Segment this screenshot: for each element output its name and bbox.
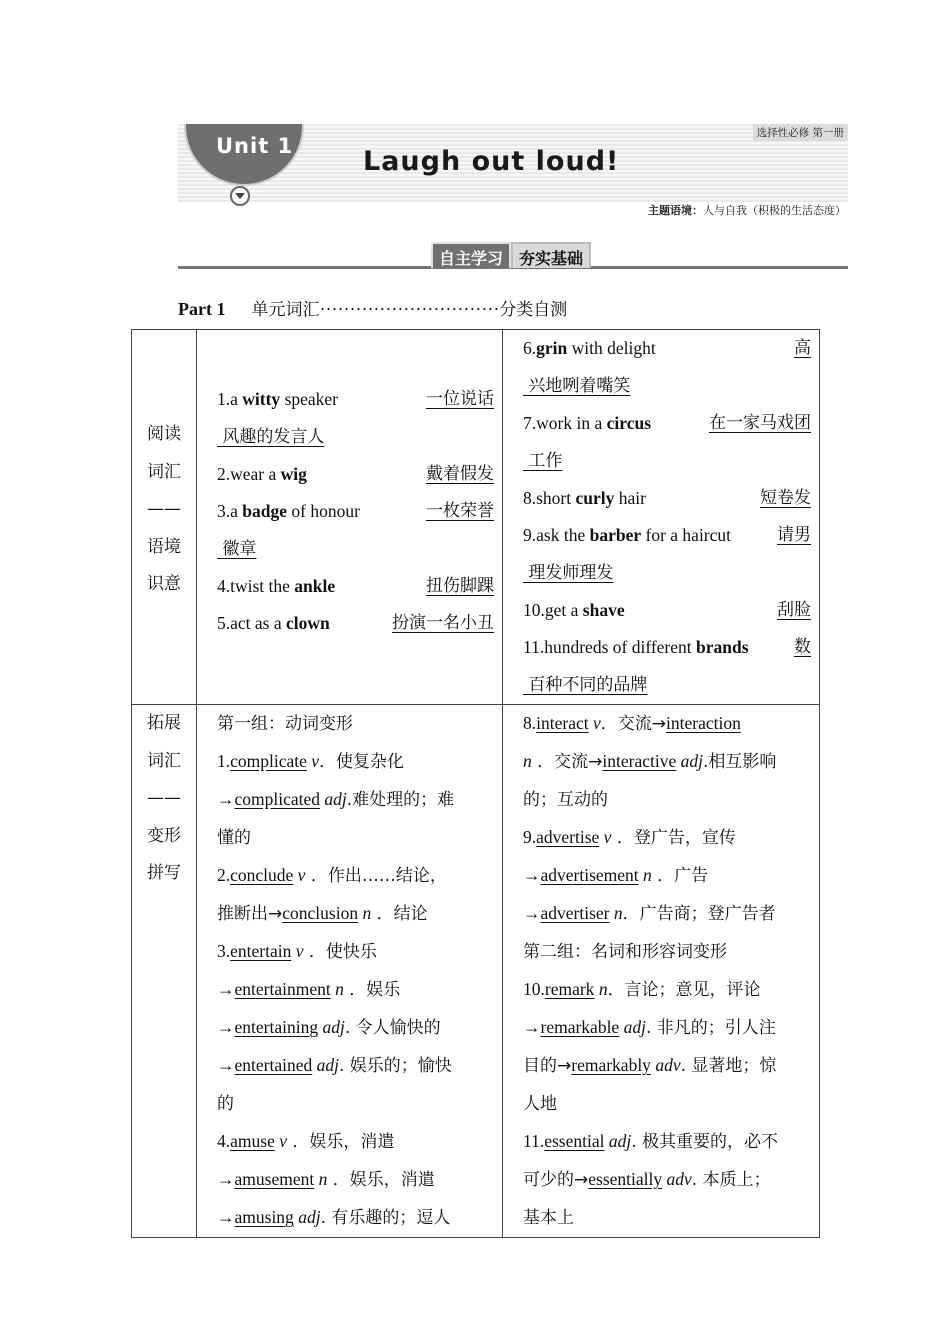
answer-word: interactive (602, 751, 677, 771)
part-dots: ······························ (319, 299, 500, 319)
line-prefix: 10. (523, 979, 545, 999)
vocab-entry (523, 592, 811, 629)
answer-word: complicate (230, 751, 307, 771)
line-prefix: → (217, 789, 235, 809)
reading-category-line: 语境 (147, 536, 181, 557)
entry-answer: 一枚荣誉 (426, 501, 494, 521)
answer-word: entertain (230, 941, 292, 961)
book-tag: 选择性必修 第一册 (753, 124, 848, 141)
entry-answer: 扮演一名小丑 (392, 613, 494, 633)
word-form-line (523, 781, 811, 819)
entry-prefix: 4.twist the (217, 576, 295, 596)
entry-answer-continued: 百种不同的品牌 (523, 675, 648, 695)
part-of-speech: n (330, 979, 344, 999)
meaning-text: 目的→ (523, 1056, 572, 1076)
entry-suffix: of honour (287, 501, 360, 521)
entry-prefix: 10.get a (523, 600, 583, 620)
chevron-down-icon[interactable] (230, 186, 250, 206)
answer-word: amusing (234, 1207, 294, 1227)
vocab-entry-continued (523, 554, 811, 592)
word-form-line (217, 1161, 494, 1199)
part-of-speech: adv (662, 1169, 692, 1189)
answer-word: advertise (536, 827, 600, 847)
entry-answer-continued: 兴地咧着嘴笑 (523, 376, 631, 396)
line-prefix: 3. (217, 941, 231, 961)
reading-right-cell (503, 330, 820, 705)
line-prefix: → (523, 1017, 541, 1037)
expand-category-line: 词汇 (147, 750, 181, 771)
entry-keyword: badge (242, 501, 288, 521)
meaning-text: ．交流→ (531, 752, 603, 772)
expand-left-cell (197, 705, 503, 1238)
part-number: Part 1 (178, 299, 226, 319)
meaning-text: . 本质上； (691, 1170, 771, 1190)
word-form-line (523, 743, 811, 781)
line-prefix: 2. (217, 865, 231, 885)
entry-keyword: witty (242, 389, 281, 409)
word-form-line (217, 895, 494, 933)
word-form-line (523, 1047, 811, 1085)
part-title: 单元词汇 (251, 300, 320, 320)
reading-row (132, 330, 820, 705)
unit-label: Unit 1 (216, 134, 294, 158)
word-form-line (217, 819, 494, 857)
expand-row (132, 705, 820, 1238)
vocab-entry (217, 456, 494, 493)
line-prefix: 8. (523, 713, 537, 733)
entry-prefix: 9.ask the (523, 525, 590, 545)
expand-category-line: 变形 (147, 825, 181, 846)
answer-word: entertaining (234, 1017, 319, 1037)
vocab-entry-continued (523, 367, 811, 405)
meaning-text: .相互影响 (703, 752, 777, 772)
meaning-text: . 非凡的；引人注 (645, 1018, 776, 1038)
theme-label: 主题语境： (648, 204, 703, 217)
meaning-text: 可少的→ (523, 1170, 589, 1190)
vocab-entry (523, 405, 811, 442)
word-form-line (217, 1009, 494, 1047)
part-of-speech: n (523, 751, 532, 771)
part-of-speech: adj (320, 789, 347, 809)
meaning-text: 第一组：动词变形 (217, 714, 353, 734)
part-of-speech: v (293, 865, 306, 885)
answer-word: conclusion (282, 903, 359, 923)
line-prefix: → (217, 1169, 235, 1189)
part-of-speech: adj (312, 1055, 339, 1075)
word-form-line (523, 1199, 811, 1237)
entry-answer: 高 (794, 338, 811, 358)
vocab-entry (523, 480, 811, 517)
vocab-table (131, 329, 820, 1238)
word-form-line (217, 933, 494, 971)
vocab-entry (217, 381, 494, 418)
word-form-line (523, 819, 811, 857)
word-form-line (217, 1047, 494, 1085)
word-form-line (523, 933, 811, 971)
vocab-entry (523, 517, 811, 554)
entry-answer-continued: 徽章 (217, 539, 257, 559)
reading-category-line: 识意 (147, 574, 181, 594)
reading-left-cell (197, 330, 503, 705)
entry-prefix: 7.work in a (523, 413, 607, 433)
answer-word: essentially (588, 1169, 663, 1189)
answer-word: amuse (230, 1131, 275, 1151)
unit-title: Laugh out loud! (363, 146, 620, 177)
word-form-line (523, 895, 811, 933)
line-prefix: → (217, 979, 235, 999)
vocab-entry (217, 605, 494, 642)
part-of-speech: adj (293, 1207, 321, 1227)
vocab-entry-continued (217, 530, 494, 568)
theme-context (648, 202, 846, 218)
meaning-text: 懂的 (217, 828, 251, 848)
part-of-speech: adj (318, 1017, 345, 1037)
entry-keyword: grin (536, 338, 568, 358)
part-of-speech: v (274, 1131, 287, 1151)
meaning-text: ．娱乐，消遣 (287, 1132, 395, 1152)
entry-answer-continued: 理发师理发 (523, 563, 614, 583)
entry-suffix: with delight (567, 338, 656, 358)
entry-answer: 数 (794, 637, 811, 657)
part-of-speech: adj (604, 1131, 632, 1151)
word-form-line (217, 1199, 494, 1237)
meaning-text: ．登广告，宣传 (611, 828, 736, 848)
meaning-text: 的 (217, 1094, 234, 1114)
meaning-text: . 娱乐的；愉快 (338, 1056, 452, 1076)
entry-keyword: ankle (294, 576, 336, 596)
word-form-line (217, 1123, 494, 1161)
word-form-line (217, 743, 494, 781)
section-label-foundation: 夯实基础 (511, 242, 591, 268)
vocab-entry-continued (523, 442, 811, 480)
meaning-text: 第二组：名词和形容词变形 (523, 942, 727, 962)
entry-keyword: curly (575, 488, 615, 508)
line-prefix: → (217, 1207, 235, 1227)
part-of-speech: n (638, 865, 652, 885)
meaning-text: 人地 (523, 1094, 557, 1114)
part-heading (178, 295, 567, 320)
part-of-speech: n (358, 903, 372, 923)
entry-answer: 在一家马戏团 (709, 413, 811, 433)
vocab-entry (217, 493, 494, 530)
entry-answer: 刮脸 (777, 600, 811, 620)
meaning-text: ．言论；意见，评论 (607, 980, 761, 1000)
word-form-line (523, 1123, 811, 1161)
part-of-speech: n (314, 1169, 328, 1189)
line-prefix: 1. (217, 751, 231, 771)
meaning-text: ．使快乐 (303, 942, 377, 962)
entry-keyword: barber (589, 525, 642, 545)
entry-answer: 一位说话 (426, 389, 494, 409)
expand-right-cell (503, 705, 820, 1238)
part-of-speech: v (291, 941, 304, 961)
part-of-speech: v (588, 713, 601, 733)
part-suffix: 分类自测 (499, 300, 568, 320)
entry-prefix: 2.wear a (217, 464, 281, 484)
line-prefix: → (217, 1017, 235, 1037)
meaning-text: .难处理的；难 (346, 790, 455, 810)
entry-prefix: 1.a (217, 389, 243, 409)
part-of-speech: n (609, 903, 623, 923)
line-prefix: 11. (523, 1131, 545, 1151)
vocab-entry-continued (523, 666, 811, 704)
meaning-text: ．结论 (371, 904, 428, 924)
answer-word: interaction (666, 713, 741, 733)
answer-word: amusement (234, 1169, 315, 1189)
word-form-line (523, 1085, 811, 1123)
line-prefix: 9. (523, 827, 537, 847)
entry-keyword: circus (606, 413, 652, 433)
answer-word: entertainment (234, 979, 331, 999)
answer-word: complicated (234, 789, 321, 809)
answer-word: essential (544, 1131, 605, 1151)
reading-category-line: 词汇 (147, 461, 181, 482)
entry-prefix: 11.hundreds of different (523, 637, 697, 657)
answer-word: entertained (234, 1055, 313, 1075)
answer-word: conclude (230, 865, 294, 885)
meaning-text: 基本上 (523, 1208, 574, 1228)
part-of-speech: adj (676, 751, 704, 771)
part-of-speech: n (594, 979, 608, 999)
entry-keyword: brands (696, 637, 749, 657)
word-form-line (523, 971, 811, 1009)
meaning-text: ．娱乐，消遣 (327, 1170, 435, 1190)
expand-category-line: 拓展 (147, 713, 181, 733)
answer-word: advertiser (540, 903, 610, 923)
line-prefix: → (523, 865, 541, 885)
word-form-line (217, 705, 494, 743)
entry-answer-continued: 工作 (523, 451, 563, 471)
vocab-entry (523, 330, 811, 367)
entry-answer: 戴着假发 (426, 464, 494, 484)
meaning-text: 推断出→ (217, 904, 283, 924)
answer-word: remark (544, 979, 595, 999)
entry-suffix: for a haircut (641, 525, 732, 545)
entry-answer: 请男 (777, 525, 811, 545)
section-label-self-study: 自主学习 (431, 242, 511, 268)
word-form-line (217, 781, 494, 819)
answer-word: remarkably (571, 1055, 651, 1075)
part-of-speech: v (306, 751, 320, 771)
word-form-line (523, 1161, 811, 1199)
word-form-line (523, 705, 811, 743)
part-of-speech: v (599, 827, 612, 847)
expand-category-line: 拼写 (147, 863, 181, 883)
entry-prefix: 3.a (217, 501, 243, 521)
expand-category-line: —— (147, 788, 181, 808)
meaning-text: ．广告 (651, 866, 709, 886)
entry-keyword: shave (582, 600, 625, 620)
reading-category-line: —— (147, 499, 181, 519)
word-form-line (217, 857, 494, 895)
entry-answer: 短卷发 (760, 488, 811, 508)
reading-category (132, 330, 197, 705)
entry-answer-continued: 风趣的发言人 (217, 427, 325, 447)
entry-keyword: clown (286, 613, 330, 633)
answer-word: interact (536, 713, 589, 733)
line-prefix: → (217, 1055, 235, 1075)
meaning-text: . 极其重要的，必不 (631, 1132, 779, 1152)
vocab-entry (523, 629, 811, 666)
unit-banner (178, 124, 848, 222)
reading-category-line: 阅读 (147, 424, 181, 444)
vocab-entry (217, 568, 494, 605)
meaning-text: ．娱乐 (343, 980, 401, 1000)
answer-word: advertisement (540, 865, 639, 885)
part-of-speech: adj (619, 1017, 646, 1037)
word-form-line (217, 971, 494, 1009)
meaning-text: . 显著地；惊 (680, 1056, 777, 1076)
entry-prefix: 8.short (523, 488, 576, 508)
entry-prefix: 5.act as a (217, 613, 286, 633)
meaning-text: ．作出……结论， (305, 866, 447, 886)
meaning-text: 的；互动的 (523, 790, 608, 810)
line-prefix: → (523, 903, 541, 923)
meaning-text: ．交流→ (600, 714, 666, 734)
meaning-text: ．使复杂化 (319, 752, 405, 772)
entry-suffix: hair (614, 488, 646, 508)
vocab-entry-continued (217, 418, 494, 456)
word-form-line (217, 1085, 494, 1123)
part-of-speech: adv (650, 1055, 681, 1075)
expand-category (132, 705, 197, 1238)
word-form-line (523, 857, 811, 895)
line-prefix: 4. (217, 1131, 231, 1151)
word-form-line (523, 1009, 811, 1047)
section-bar (178, 242, 848, 270)
entry-prefix: 6. (523, 338, 537, 358)
theme-value: 人与自我（积极的生活态度） (703, 204, 846, 217)
meaning-text: . 有乐趣的；逗人 (320, 1208, 451, 1228)
entry-suffix: speaker (280, 389, 339, 409)
meaning-text: ．广告商；登广告者 (622, 904, 776, 924)
entry-answer: 扭伤脚踝 (426, 576, 494, 596)
entry-keyword: wig (280, 464, 307, 484)
answer-word: remarkable (540, 1017, 620, 1037)
section-label (431, 242, 591, 268)
meaning-text: . 令人愉快的 (344, 1018, 441, 1038)
